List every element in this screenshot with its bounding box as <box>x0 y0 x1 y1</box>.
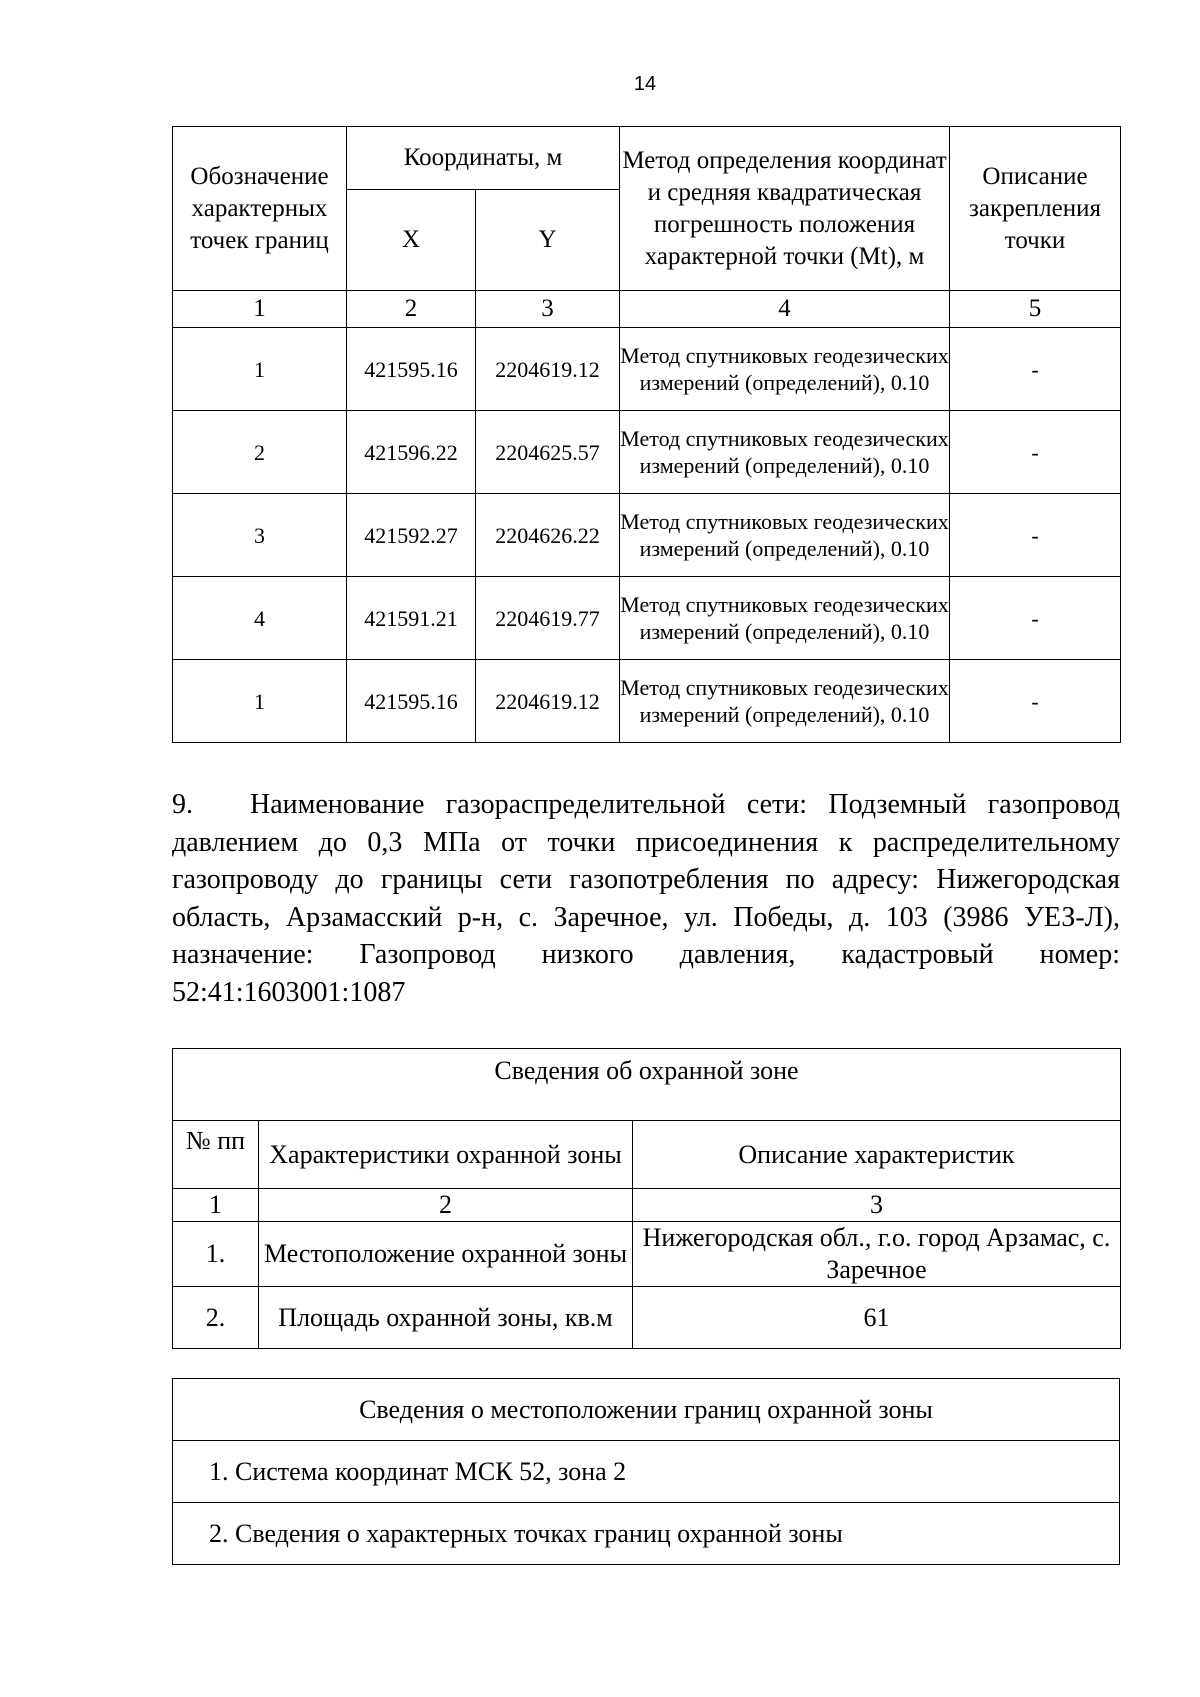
description-cell: - <box>950 660 1121 743</box>
method-cell: Метод спутниковых геодезических измерений (определений), 0.10 <box>620 411 950 494</box>
x-cell: 421595.16 <box>347 328 476 411</box>
header-coordinates: Координаты, м <box>347 127 620 190</box>
x-cell: 421596.22 <box>347 411 476 494</box>
header-description: Описание характеристик <box>633 1121 1121 1189</box>
method-cell: Метод спутниковых геодезических измерений (определений), 0.10 <box>620 494 950 577</box>
column-number: 2 <box>347 291 476 328</box>
table-row <box>173 1287 1121 1349</box>
header-x: X <box>347 190 476 291</box>
y-cell: 2204625.57 <box>476 411 620 494</box>
list-item: 1. Система координат МСК 52, зона 2 <box>173 1441 1120 1503</box>
table-row <box>173 494 1121 577</box>
zone-table-title: Сведения об охранной зоне <box>173 1049 1121 1121</box>
description-cell: 61 <box>633 1287 1121 1349</box>
column-number: 4 <box>620 291 950 328</box>
table-row <box>173 411 1121 494</box>
description-cell: - <box>950 494 1121 577</box>
num-cell: 1. <box>173 1222 259 1287</box>
column-number: 2 <box>259 1189 633 1222</box>
y-cell: 2204619.12 <box>476 660 620 743</box>
num-cell: 2. <box>173 1287 259 1349</box>
characteristic-cell: Площадь охранной зоны, кв.м <box>259 1287 633 1349</box>
description-cell: Нижегородская обл., г.о. город Арзамас, с. Заречное <box>633 1222 1121 1287</box>
header-characteristic: Характеристики охранной зоны <box>259 1121 633 1189</box>
method-cell: Метод спутниковых геодезических измерений (определений), 0.10 <box>620 328 950 411</box>
boundaries-table <box>172 1378 1120 1565</box>
point-cell: 2 <box>173 411 347 494</box>
description-cell: - <box>950 411 1121 494</box>
bound-table-title: Сведения о местоположении границ охранной зоны <box>173 1379 1120 1441</box>
point-cell: 4 <box>173 577 347 660</box>
table-row <box>173 328 1121 411</box>
header-y: Y <box>476 190 620 291</box>
point-cell: 3 <box>173 494 347 577</box>
table-row <box>173 577 1121 660</box>
column-number: 5 <box>950 291 1121 328</box>
table-row <box>173 1222 1121 1287</box>
paragraph-number: 9. <box>172 789 193 820</box>
method-cell: Метод спутниковых геодезических измерений (определений), 0.10 <box>620 577 950 660</box>
list-item: 2. Сведения о характерных точках границ охранной зоны <box>173 1503 1120 1565</box>
header-description: Описание закрепления точки <box>950 127 1121 291</box>
gas-network-paragraph <box>172 786 1120 1011</box>
description-cell: - <box>950 577 1121 660</box>
header-method: Метод определения координат и средняя квадратическая погрешность положения характерной точки (Mt), м <box>620 127 950 291</box>
x-cell: 421591.21 <box>347 577 476 660</box>
coordinates-table <box>172 126 1121 743</box>
header-designation: Обозначение характерных точек границ <box>173 127 347 291</box>
point-cell: 1 <box>173 660 347 743</box>
characteristic-cell: Местоположение охранной зоны <box>259 1222 633 1287</box>
column-number: 1 <box>173 291 347 328</box>
header-num: № пп <box>173 1121 259 1189</box>
column-number: 1 <box>173 1189 259 1222</box>
y-cell: 2204626.22 <box>476 494 620 577</box>
y-cell: 2204619.77 <box>476 577 620 660</box>
protection-zone-table <box>172 1048 1121 1349</box>
y-cell: 2204619.12 <box>476 328 620 411</box>
x-cell: 421595.16 <box>347 660 476 743</box>
x-cell: 421592.27 <box>347 494 476 577</box>
column-number: 3 <box>633 1189 1121 1222</box>
paragraph-text: Наименование газораспределительной сети: Подземный газопровод давлением до 0,3 МПа от точки присоединения к распределительному газопроводу до границы сети газопотребления по адресу: Нижегородская область, Арзамасский р-н, с. Заречное, ул. Победы, д. 103 (3986 УЕЗ-Л), назначение: Газопровод низкого давления, кадастровый номер: 52:41:1603001:1087 <box>172 789 1120 1008</box>
table-row <box>173 660 1121 743</box>
page-number: 14 <box>633 73 657 95</box>
column-number: 3 <box>476 291 620 328</box>
point-cell: 1 <box>173 328 347 411</box>
description-cell: - <box>950 328 1121 411</box>
method-cell: Метод спутниковых геодезических измерений (определений), 0.10 <box>620 660 950 743</box>
